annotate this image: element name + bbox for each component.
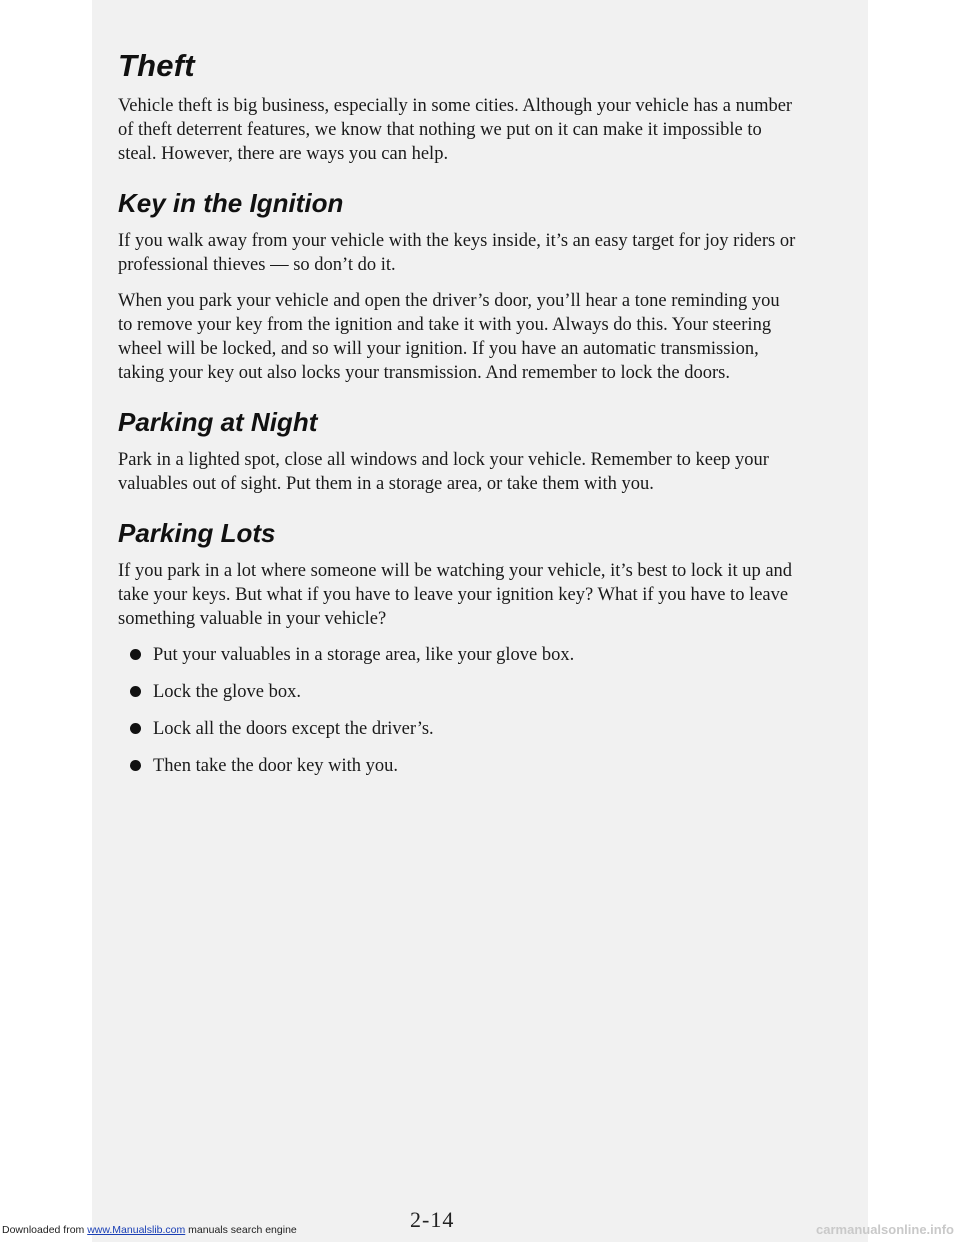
page-content <box>118 48 798 791</box>
list-item <box>118 680 798 704</box>
paragraph: Park in a lighted spot, close all windows and lock your vehicle. Remember to keep your valuables out of sight. Put them in a storage area, or take them with you. <box>118 450 769 494</box>
section-title-parking-lots: Parking Lots <box>118 518 276 548</box>
section-theft <box>118 48 798 166</box>
section-parking-at-night <box>118 407 798 496</box>
footer-prefix: Downloaded from <box>2 1224 88 1236</box>
section-key-in-ignition <box>118 188 798 385</box>
section-title-theft: Theft <box>118 48 195 83</box>
paragraph: When you park your vehicle and open the driver’s door, you’ll hear a tone reminding you to remove your key from the ignition and take it with you. Always do this. Your steering wheel will be locked, and so will your ignition. If you have an automatic transmission, taking your key out also locks your transmission. And remember to lock the doors. <box>118 291 780 383</box>
list-item-text: Lock the glove box. <box>153 682 301 702</box>
bullet-icon <box>130 723 141 734</box>
section-title-parking-at-night: Parking at Night <box>118 407 318 437</box>
watermark: carmanualsonline.info <box>816 1222 954 1237</box>
list-item-text: Lock all the doors except the driver’s. <box>153 719 434 739</box>
download-footer <box>2 1224 297 1236</box>
list-item <box>118 717 798 741</box>
footer-suffix: manuals search engine <box>185 1224 297 1236</box>
manualslib-link[interactable]: www.Manualslib.com <box>87 1224 186 1236</box>
paragraph: If you walk away from your vehicle with the keys inside, it’s an easy target for joy riders or professional thieves — so don’t do it. <box>118 231 796 275</box>
page-number: 2-14 <box>410 1207 455 1232</box>
bullet-icon <box>130 760 141 771</box>
list-item-text: Put your valuables in a storage area, like your glove box. <box>153 645 575 665</box>
list-item <box>118 754 798 778</box>
section-title-key-in-ignition: Key in the Ignition <box>118 188 344 218</box>
section-parking-lots <box>118 518 798 778</box>
list-item-text: Then take the door key with you. <box>153 756 399 776</box>
list-item <box>118 643 798 667</box>
paragraph: Vehicle theft is big business, especially in some cities. Although your vehicle has a number of theft deterrent features, we know that nothing we put on it can make it impossible to steal. However, there are ways you can help. <box>118 96 793 164</box>
bullet-icon <box>130 686 141 697</box>
paragraph: If you park in a lot where someone will be watching your vehicle, it’s best to lock it up and take your keys. But what if you have to leave your ignition key? What if you have to leave something valuable in your vehicle? <box>118 561 793 629</box>
bullet-icon <box>130 649 141 660</box>
bullet-list <box>118 643 798 778</box>
